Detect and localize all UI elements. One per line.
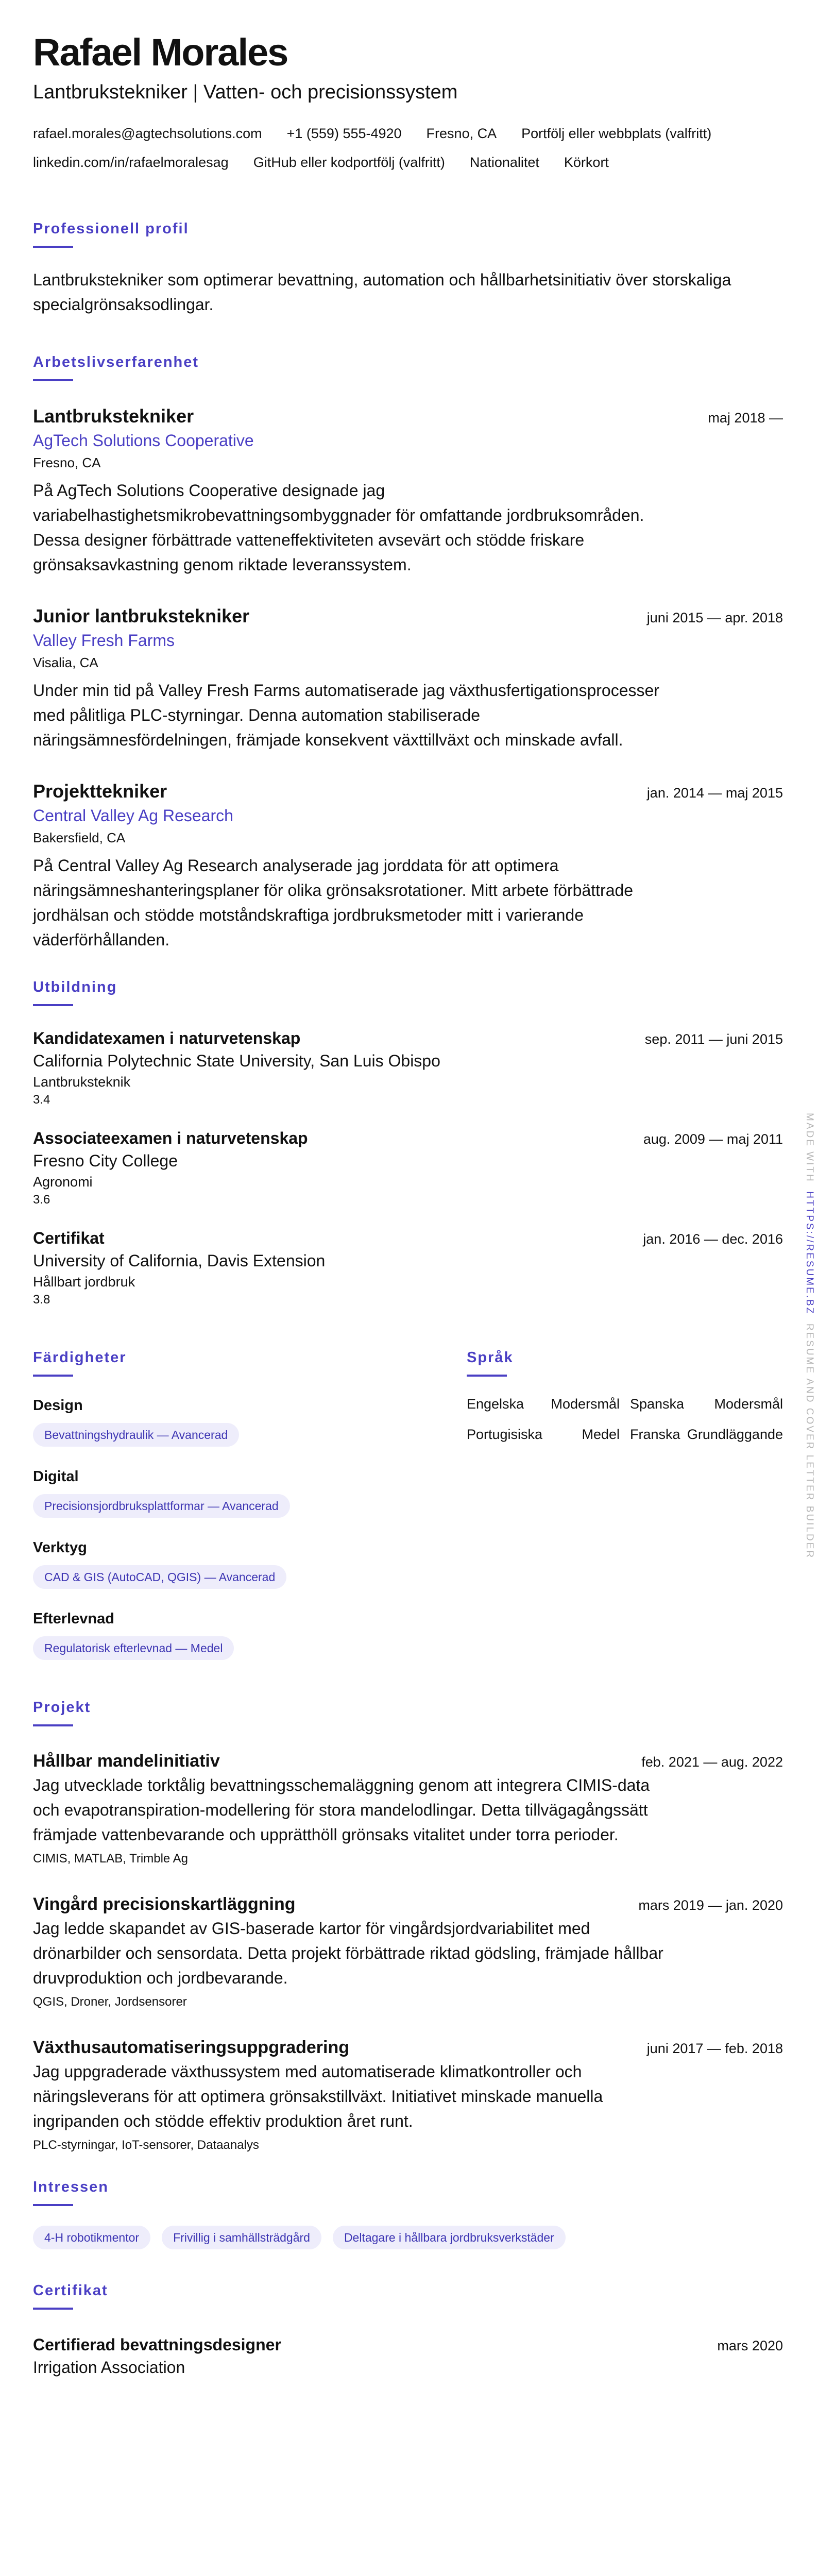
education-field: Lantbruksteknik [33,1074,131,1090]
language-name: Portugisiska [467,1427,543,1442]
language-name: Franska [630,1427,680,1442]
section-rule [467,1375,507,1377]
skill-chip: Precisionsjordbruksplattformar — Avancerad [33,1494,290,1518]
watermark-suffix: RESUME AND COVER LETTER BUILDER [804,1323,815,1560]
contact-location: Fresno, CA [426,126,497,141]
contact-portfolio[interactable]: Portfölj eller webbplats (valfritt) [521,126,712,141]
project-title: Vingård precisionskartläggning [33,1894,296,1914]
job-title: Projekttekniker [33,781,167,802]
watermark-link[interactable]: HTTPS://RESUME.BZ [804,1191,815,1315]
watermark-prefix: MADE WITH [804,1113,815,1183]
section-title-projects: Projekt [33,1699,91,1716]
skill-group [33,1609,415,1660]
section-rule [33,1724,73,1726]
project-description: Jag uppgraderade växthussystem med automatiserade klimatkontroller och näringsleverans för att optimera grönsakstillväxt. Initiativet minskade manuella ingripanden och stödde effektiv produktion året runt. [33,2062,603,2130]
section-title-profile: Professionell profil [33,221,189,237]
job-location: Visalia, CA [33,655,98,670]
job-title: Lantbrukstekniker [33,405,194,427]
project-description: Jag utvecklade torktålig bevattningsschemaläggning genom att integrera CIMIS-data och evapotranspiration-modellering för stora mandelodlingar. Detta tillvägagångssätt främjade vattenbevarande och upprätthöll grönsaks vitalitet under torra perioder. [33,1776,650,1844]
profile-summary: Lantbrukstekniker som optimerar bevattning, automation och hållbarhetsinitiativ över storskaliga specialgrönsaksodlingar. [33,270,731,314]
contact-list [33,124,783,172]
job-company: Valley Fresh Farms [33,631,175,650]
language-name: Spanska [630,1396,685,1412]
job-company: AgTech Solutions Cooperative [33,431,254,450]
education-item [33,1027,783,1108]
interest-list [33,2226,783,2249]
contact-github[interactable]: GitHub eller kodportfölj (valfritt) [253,155,445,170]
skill-chip: Regulatorisk efterlevnad — Medel [33,1636,234,1660]
project-item [33,2036,783,2155]
skill-name: Design [33,1397,83,1414]
language-item [467,1427,620,1443]
contact-linkedin[interactable]: linkedin.com/in/rafaelmoralesag [33,155,229,170]
certificate-issuer: Irrigation Association [33,2358,185,2377]
skill-group [33,1538,415,1589]
contact-phone[interactable]: +1 (559) 555-4920 [286,126,402,141]
interest-chip: Deltagare i hållbara jordbruksverkstäder [333,2226,566,2249]
section-title-skills: Färdigheter [33,1349,127,1366]
job-date: maj 2018 — [708,410,783,426]
section-title-education: Utbildning [33,979,117,995]
job-date: juni 2015 — apr. 2018 [646,610,783,625]
section-rule [33,2308,73,2310]
builder-watermark [804,1113,815,1559]
education-item [33,1227,783,1308]
job-description: Under min tid på Valley Fresh Farms automatiserade jag växthusfertigationsprocesser med pålitliga PLC-styrningar. Denna automation stabiliserade näringsämnesfördelningen, främjade konsekvent växttillväxt och minskade avfall. [33,681,659,749]
project-item [33,1749,783,1869]
language-level: Modersmål [714,1396,783,1412]
education-school: Fresno City College [33,1151,178,1170]
education-grade: 3.6 [33,1193,50,1207]
project-title: Hållbar mandelinitiativ [33,1751,220,1771]
project-tech: CIMIS, MATLAB, Trimble Ag [33,1852,188,1866]
language-level: Grundläggande [687,1427,783,1442]
section-rule [33,2204,73,2206]
interest-chip: Frivillig i samhällsträdgård [162,2226,321,2249]
language-item [630,1427,783,1443]
candidate-name: Rafael Morales [33,31,288,74]
education-grade: 3.4 [33,1093,50,1107]
job-description: På AgTech Solutions Cooperative designade jag variabelhastighetsmikrobevattningsombyggnader för omfattande jordbruksområden. Dessa designer förbättrade vatteneffektiviteten avsevärt och stödde friskare grönsaksavkastning genom riktade leveranssystem. [33,481,644,574]
skill-name: Efterlevnad [33,1611,114,1627]
education-field: Agronomi [33,1174,93,1190]
experience-item [33,404,783,577]
job-location: Fresno, CA [33,455,101,470]
section-title-interests: Intressen [33,2179,109,2195]
project-title: Växthusautomatiseringsuppgradering [33,2038,349,2057]
skill-group [33,1467,415,1518]
experience-item [33,779,783,952]
language-level: Modersmål [551,1396,620,1412]
language-item [467,1396,620,1412]
certificate-date: mars 2020 [717,2338,783,2353]
education-degree: Kandidatexamen i naturvetenskap [33,1029,301,1047]
project-item [33,1892,783,2012]
education-item [33,1127,783,1208]
experience-item [33,604,783,752]
resume-page [33,29,783,2379]
language-list [467,1396,783,1443]
skills-column [33,1327,415,1681]
section-rule [33,379,73,381]
contact-license: Körkort [564,155,609,170]
skill-group [33,1396,415,1447]
skill-chip: Bevattningshydraulik — Avancerad [33,1423,239,1447]
project-description: Jag ledde skapandet av GIS-baserade kartor för vingårdsjordvariabilitet med drönarbilder och sensordata. Detta projekt förbättrade riktad gödsling, främjade hållbar druvproduktion och jordbevarande. [33,1919,663,1987]
education-date: sep. 2011 — juni 2015 [644,1031,783,1047]
job-location: Bakersfield, CA [33,830,126,845]
language-level: Medel [582,1427,620,1442]
job-company: Central Valley Ag Research [33,806,233,825]
language-name: Engelska [467,1396,524,1412]
education-degree: Certifikat [33,1229,105,1247]
contact-nationality: Nationalitet [469,155,539,170]
skill-name: Digital [33,1468,79,1485]
job-description: På Central Valley Ag Research analyserade jag jorddata för att optimera näringsämneshanteringsplaner för olika grönsaksrotationer. Mitt arbete förbättrade jordhälsan och stödde motståndskraftiga jordbruksmetoder mitt i varierande väderförhållanden. [33,856,634,949]
certificate-item [33,2333,783,2379]
candidate-headline: Lantbrukstekniker | Vatten- och precisionssystem [33,81,458,103]
skill-chip: CAD & GIS (AutoCAD, QGIS) — Avancerad [33,1565,286,1589]
project-date: feb. 2021 — aug. 2022 [641,1754,783,1770]
job-date: jan. 2014 — maj 2015 [646,785,783,801]
education-date: aug. 2009 — maj 2011 [643,1131,783,1147]
education-field: Hållbart jordbruk [33,1274,135,1290]
project-tech: PLC-styrningar, IoT-sensorer, Dataanalys [33,2138,259,2152]
project-date: juni 2017 — feb. 2018 [646,2041,783,2056]
section-title-experience: Arbetslivserfarenhet [33,354,199,370]
project-tech: QGIS, Droner, Jordsensorer [33,1995,187,2009]
section-rule [33,246,73,248]
job-title: Junior lantbrukstekniker [33,605,250,626]
languages-column [467,1327,783,1681]
certificate-title: Certifierad bevattningsdesigner [33,2335,281,2354]
language-item [630,1396,783,1412]
education-school: California Polytechnic State University, San Luis Obispo [33,1052,440,1070]
section-title-certificates: Certifikat [33,2282,108,2299]
education-date: jan. 2016 — dec. 2016 [643,1231,783,1247]
project-date: mars 2019 — jan. 2020 [638,1897,783,1913]
contact-email[interactable]: rafael.morales@agtechsolutions.com [33,126,262,141]
section-rule [33,1375,73,1377]
education-grade: 3.8 [33,1293,50,1307]
section-rule [33,1004,73,1006]
skills-languages-row [33,1327,783,1681]
interest-chip: 4-H robotikmentor [33,2226,150,2249]
skill-name: Verktyg [33,1539,87,1556]
education-school: University of California, Davis Extension [33,1251,326,1270]
education-degree: Associateexamen i naturvetenskap [33,1129,308,1147]
section-title-languages: Språk [467,1349,514,1366]
